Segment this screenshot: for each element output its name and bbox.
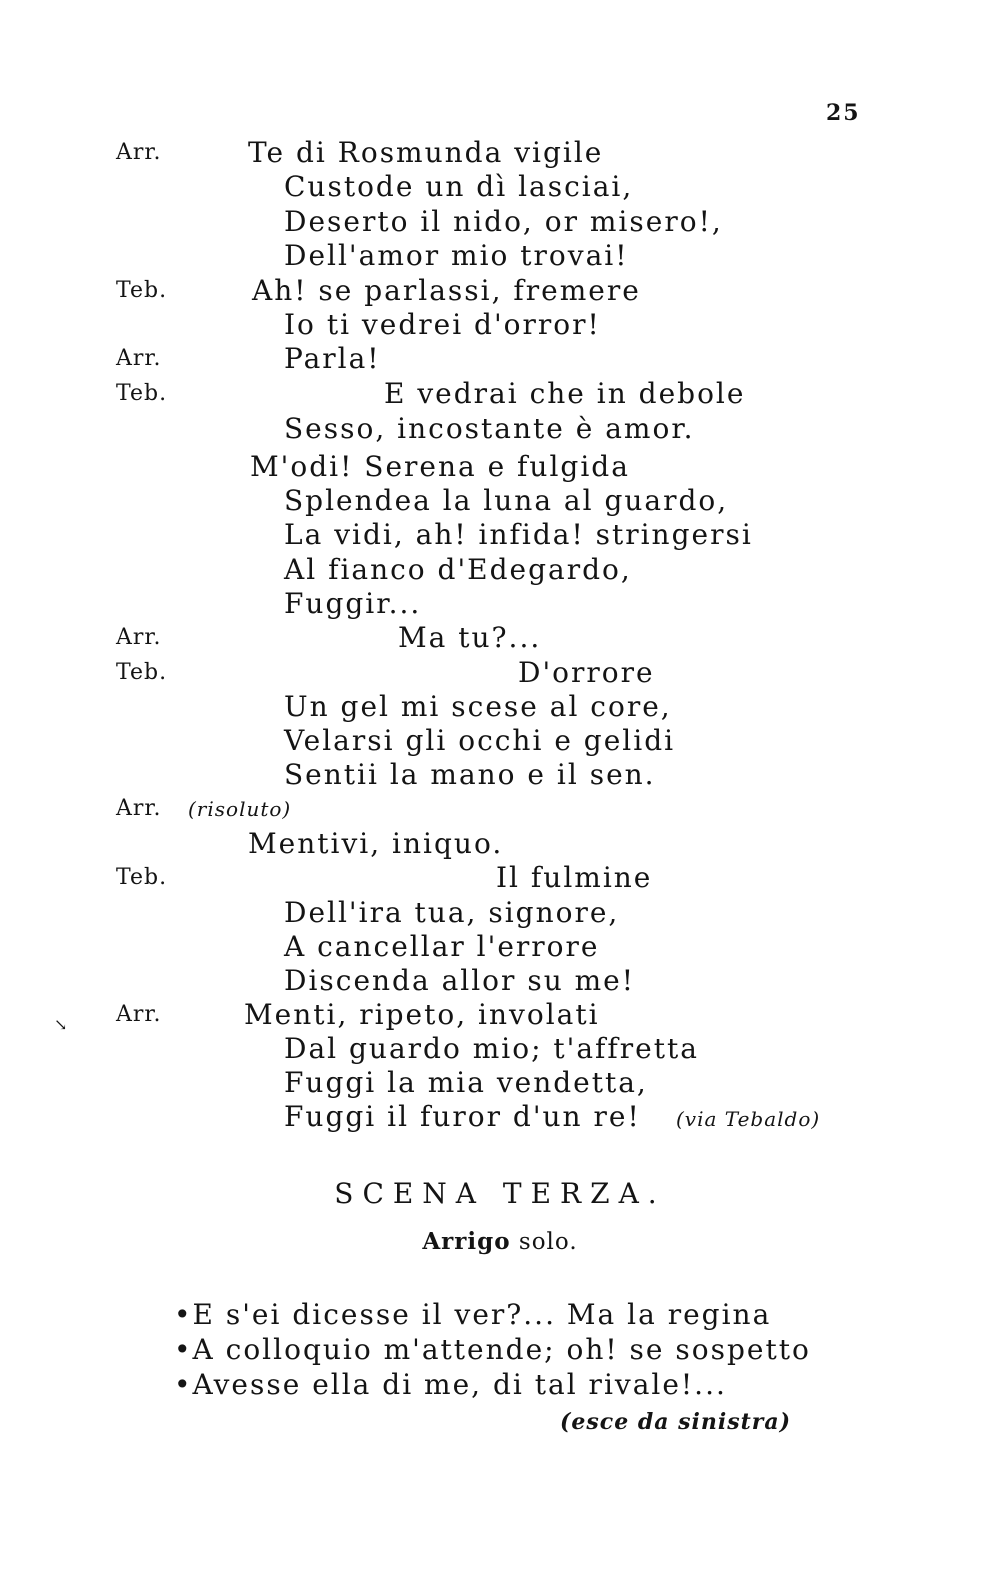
verse-text: Custode un dì lasciai, <box>284 170 634 203</box>
speaker-label: Arr. <box>116 1002 162 1027</box>
verse-text: Fuggi la mia vendetta, <box>284 1066 648 1099</box>
verse-text: Dell'ira tua, signore, <box>284 896 620 929</box>
final-stage-direction: (esce da sinistra) <box>560 1409 792 1435</box>
verse-text: Io ti vedrei d'orror! <box>284 308 601 341</box>
speaker-label: Teb. <box>116 278 168 303</box>
speaker-label: Arr. <box>116 796 162 821</box>
verse-text: Il fulmine <box>496 861 653 894</box>
verse-text: Splendea la luna al guardo, <box>284 484 729 517</box>
verse-text: Fuggi il furor d'un re! <box>284 1100 641 1133</box>
verse-text: Deserto il nido, or misero!, <box>284 205 723 238</box>
verse-text: Sentii la mano e il sen. <box>284 758 656 791</box>
verse-text: D'orrore <box>518 656 655 689</box>
scene-character-note: solo. <box>518 1229 578 1255</box>
verse-text: Dell'amor mio trovai! <box>284 239 629 272</box>
speaker-label: Teb. <box>116 865 168 890</box>
scene-title: SCENA TERZA. <box>334 1177 666 1210</box>
recitative-line: •A colloquio m'attende; oh! se sospetto <box>174 1333 811 1366</box>
scene-character: Arrigo <box>422 1228 511 1255</box>
verse-text: Velarsi gli occhi e gelidi <box>284 724 676 757</box>
speaker-label: Arr. <box>116 140 162 165</box>
speaker-label: Arr. <box>116 625 162 650</box>
stage-direction: (risoluto) <box>188 797 292 821</box>
speaker-label: Teb. <box>116 660 168 685</box>
verse-text: Un gel mi scese al core, <box>284 690 672 723</box>
speaker-label: Teb. <box>116 381 168 406</box>
verse-text: M'odi! Serena e fulgida <box>250 450 630 483</box>
recitative-line: •Avesse ella di me, di tal rivale!... <box>174 1368 727 1401</box>
verse-text: Ah! se parlassi, fremere <box>252 274 641 307</box>
verse-text: Menti, ripeto, involati <box>244 998 600 1031</box>
verse-text: A cancellar l'errore <box>284 930 600 963</box>
recitative-line: •E s'ei dicesse il ver?... Ma la regina <box>174 1298 772 1331</box>
verse-text: Al fianco d'Edegardo, <box>284 553 632 586</box>
scene-subtitle <box>0 1228 1000 1255</box>
speaker-label: Arr. <box>116 346 162 371</box>
margin-mark: ↘ <box>54 1015 70 1034</box>
verse-text: Mentivi, iniquo. <box>248 827 504 860</box>
verse-text: Parla! <box>284 342 381 375</box>
exit-stage-direction: (via Tebaldo) <box>676 1107 821 1131</box>
verse-text: E vedrai che in debole <box>384 377 746 410</box>
verse-text: Ma tu?... <box>398 621 542 654</box>
verse-text: Sesso, incostante è amor. <box>284 412 695 445</box>
verse-text: La vidi, ah! infida! stringersi <box>284 518 753 551</box>
verse-text: Te di Rosmunda vigile <box>248 136 604 169</box>
verse-text: Discenda allor su me! <box>284 964 635 997</box>
page-number: 25 <box>826 100 861 126</box>
verse-text: Fuggir... <box>284 587 422 620</box>
verse-text: Dal guardo mio; t'affretta <box>284 1032 699 1065</box>
